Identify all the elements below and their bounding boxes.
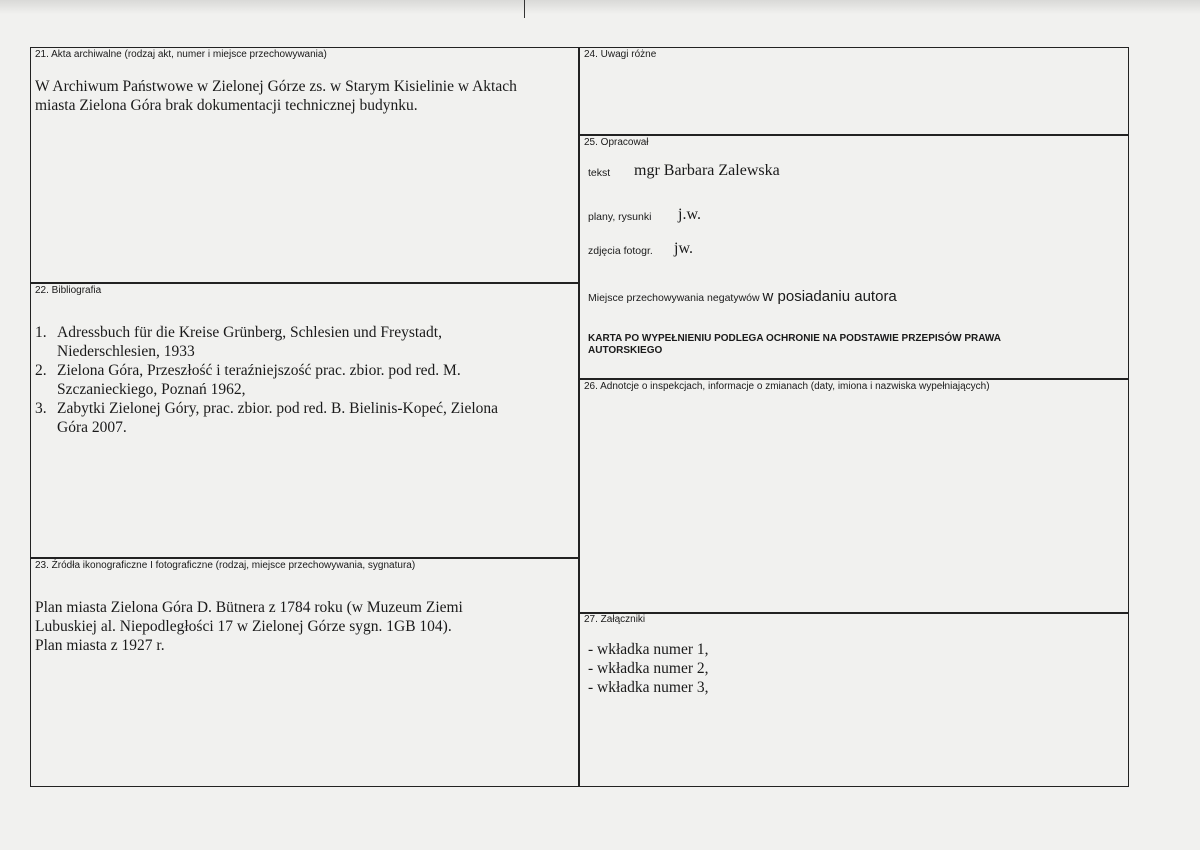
list-number: 2. (35, 362, 47, 379)
section-25-label: 25. Opracował (584, 137, 649, 148)
negatywy-label-text: Miejsce przechowywania negatywów (588, 292, 760, 304)
attachment-item: - wkładka numer 3, (588, 679, 709, 696)
bibliography-item (35, 323, 498, 361)
attachment-item: - wkładka numer 2, (588, 660, 709, 677)
bibliography-line: Zielona Góra, Przeszłość i teraźniejszość prac. zbior. pod red. M. (57, 362, 461, 379)
section-21-label: 21. Akta archiwalne (rodzaj akt, numer i miejsce przechowywania) (35, 49, 327, 60)
attachment-item: - wkładka numer 1, (588, 641, 709, 658)
section-27-label: 27. Załączniki (584, 614, 646, 625)
scan-top-shadow (0, 0, 1200, 14)
copyright-notice (588, 333, 1001, 357)
section-23-line: Plan miasta Zielona Góra D. Bütnera z 1784 roku (w Muzeum Ziemi (35, 599, 463, 616)
tekst-label: tekst (588, 167, 611, 179)
list-number: 3. (35, 400, 47, 417)
divider-21-22 (31, 282, 579, 284)
zdjecia-label: zdjęcia fotogr. (588, 245, 653, 257)
section-22-label: 22. Bibliografia (35, 285, 102, 296)
divider-26-27 (579, 612, 1129, 614)
list-number: 1. (35, 324, 47, 341)
bibliography-list (35, 323, 498, 437)
copyright-notice-line: KARTA PO WYPEŁNIENIU PODLEGA OCHRONIE NA PODSTAWIE PRZEPISÓW PRAWA (588, 333, 1001, 344)
section-23-text (35, 598, 463, 655)
section-23-label: 23. Źródła ikonograficzne I fotograficzne (rodzaj, miejsce przechowywania, sygnatura) (35, 560, 416, 571)
record-card-form (30, 47, 1129, 787)
section-21-line: miasta Zielona Góra brak dokumentacji technicznej budynku. (35, 97, 418, 114)
divider-22-23 (31, 557, 579, 559)
negatywy-label (588, 288, 897, 305)
bibliography-line: Zabytki Zielonej Góry, prac. zbior. pod red. B. Bielinis-Kopeć, Zielona (57, 400, 499, 417)
section-23-line: Lubuskiej al. Niepodległości 17 w Zielonej Górze sygn. 1GB 104). (35, 618, 452, 635)
divider-24-25 (579, 134, 1129, 136)
section-23-line: Plan miasta z 1927 r. (35, 637, 165, 654)
bibliography-item (35, 399, 498, 437)
bibliography-line: Niederschlesien, 1933 (57, 343, 195, 360)
zdjecia-value: jw. (674, 240, 693, 257)
section-21-text (35, 77, 517, 115)
plany-value: j.w. (678, 206, 701, 223)
attachments-list (588, 640, 709, 697)
bibliography-item (35, 361, 498, 399)
section-26-label: 26. Adnotcje o inspekcjach, informacje o zmianach (daty, imiona i nazwiska wypełniających) (584, 381, 990, 392)
bibliography-line: Adressbuch für die Kreise Grünberg, Schlesien und Freystadt, (57, 324, 442, 341)
bibliography-line: Szczanieckiego, Poznań 1962, (57, 381, 246, 398)
section-24-label: 24. Uwagi różne (584, 49, 657, 60)
negatywy-value: w posiadaniu autora (762, 288, 897, 305)
bibliography-line: Góra 2007. (57, 419, 127, 436)
scan-tick-mark (524, 0, 525, 18)
section-21-line: W Archiwum Państwowe w Zielonej Górze zs. w Starym Kisielinie w Aktach (35, 78, 517, 95)
divider-25-26 (579, 378, 1129, 380)
plany-label: plany, rysunki (588, 211, 652, 223)
tekst-value: mgr Barbara Zalewska (634, 162, 780, 179)
copyright-notice-line: AUTORSKIEGO (588, 345, 663, 356)
center-divider (578, 48, 580, 786)
